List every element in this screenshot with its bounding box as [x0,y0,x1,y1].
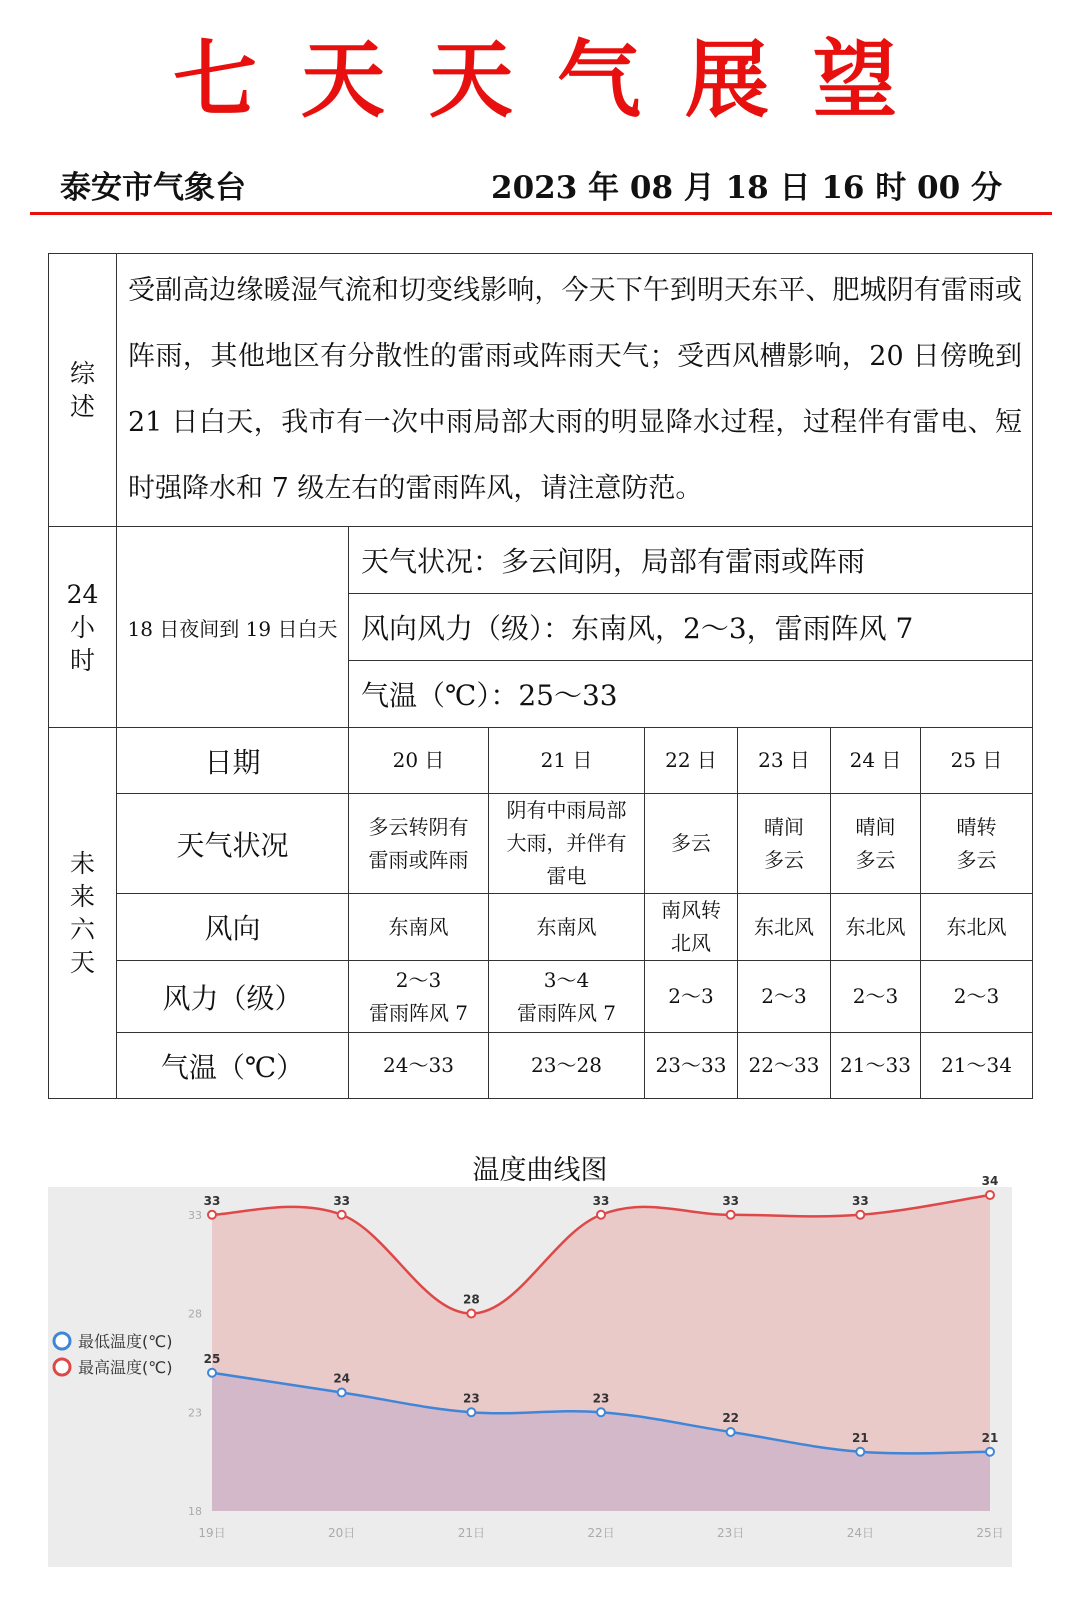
x-tick-label: 22日 [587,1526,615,1540]
data-point [986,1448,994,1456]
six-day-label-char: 来 [69,882,95,911]
day-wind-dir-line: 东北风 [946,914,1007,939]
x-tick-label: 19日 [198,1526,226,1540]
day-weather-line: 晴间 [855,814,896,839]
day-wind-dir [349,894,489,961]
data-label: 34 [981,1174,999,1188]
data-point [856,1211,864,1219]
day-weather-line: 阴有中雨局部 [506,798,627,822]
data-label: 21 [851,1430,869,1445]
day-wind-force [738,961,831,1033]
six-day-row-wind-dir [49,894,1033,961]
chart-title: 温度曲线图 [472,1155,608,1186]
h24-weather: 天气状况：多云间阴，局部有雷雨或阵雨 [349,527,1033,594]
day-weather-line: 雷电 [546,864,587,888]
day-wind-dir [489,894,645,961]
legend-marker [54,1359,70,1375]
day-weather [349,794,489,894]
data-label: 28 [462,1292,480,1307]
temperature-chart [48,1174,1012,1579]
x-tick-label: 23日 [717,1526,745,1540]
day-wind-force-line: 2～3 [668,984,714,1008]
x-tick-label: 20日 [328,1526,356,1540]
data-point [338,1389,346,1397]
day-wind-dir [831,894,921,961]
legend-marker [54,1333,70,1349]
x-tick-label: 25日 [976,1526,1004,1540]
day-weather-line: 多云 [956,847,997,872]
data-label: 33 [592,1193,610,1208]
day-wind-dir-line: 东南风 [536,914,597,939]
day-wind-force [645,961,738,1033]
data-label: 23 [592,1391,610,1406]
data-label: 22 [722,1411,740,1425]
h24-wind: 风向风力（级）：东南风，2～3，雷雨阵风 7 [349,594,1033,661]
data-point [986,1191,994,1199]
data-point [467,1408,475,1416]
six-day-row-weather [49,794,1033,894]
day-wind-force-line: 3～4 [543,967,590,992]
header-divider [30,212,1052,215]
day-weather-line: 多云 [671,831,711,855]
six-day-label [49,728,117,1099]
day-date: 24 日 [831,728,921,794]
data-point [727,1428,735,1436]
issuing-station: 泰安市气象台 [60,170,246,206]
data-point [856,1448,864,1456]
day-weather-line: 晴转 [956,814,997,839]
day-temp: 24～33 [349,1033,489,1099]
row-head-wind-force: 风力（级） [117,961,349,1033]
h24-label-char: 24 [66,579,99,609]
day-wind-dir [645,894,738,961]
legend-label: 最低温度(℃) [78,1332,173,1351]
data-point [727,1211,735,1219]
day-date: 20 日 [349,728,489,794]
data-label: 24 [333,1371,351,1386]
summary-label [49,254,117,527]
row-head-date: 日期 [117,728,349,794]
day-weather [831,794,921,894]
h24-row-weather [49,527,1033,594]
data-point [467,1310,475,1318]
data-label: 23 [462,1391,480,1406]
data-label: 33 [851,1193,869,1208]
day-wind-dir [738,894,831,961]
summary-label-char: 综 [69,359,95,388]
day-wind-dir-line: 南风转 [661,898,721,922]
day-temp: 21～34 [921,1033,1033,1099]
day-wind-force-line: 雷雨阵风 7 [516,1000,617,1025]
row-head-wind-dir: 风向 [117,894,349,961]
data-label: 33 [722,1193,740,1208]
day-date: 23 日 [738,728,831,794]
row-head-weather: 天气状况 [117,794,349,894]
day-wind-force [349,961,489,1033]
day-temp: 23～28 [489,1033,645,1099]
day-wind-dir-line: 东北风 [754,914,814,939]
six-day-label-char: 天 [69,948,95,977]
day-date: 25 日 [921,728,1033,794]
day-temp: 22～33 [738,1033,831,1099]
forecast-table [48,253,1033,1099]
page-title: 七天天气展望 [172,30,941,129]
day-wind-dir-line: 北风 [671,931,711,955]
data-label: 21 [981,1430,999,1445]
day-wind-force [831,961,921,1033]
x-tick-label: 24日 [846,1526,874,1540]
day-weather [645,794,738,894]
day-wind-dir-line: 东北风 [845,914,906,939]
h24-temp: 气温（℃）：25～33 [349,661,1033,728]
day-wind-force-line: 2～3 [852,984,899,1008]
six-day-row-temp [49,1033,1033,1099]
day-weather [921,794,1033,894]
day-wind-force [921,961,1033,1033]
data-point [597,1211,605,1219]
data-label: 25 [203,1351,221,1366]
six-day-row-date [49,728,1033,794]
day-wind-force-line: 2～3 [395,967,442,992]
day-wind-force-line: 2～3 [953,984,1000,1008]
data-point [208,1211,216,1219]
six-day-label-char: 六 [69,915,95,944]
six-day-label-char: 未 [69,849,95,878]
day-weather-line: 多云转阴有 [368,814,469,839]
data-label: 33 [203,1193,221,1208]
day-temp: 23～33 [645,1033,738,1099]
h24-label-char: 时 [69,645,95,675]
summary-text: 受副高边缘暖湿气流和切变线影响，今天下午到明天东平、肥城阴有雷雨或阵雨，其他地区有分散性的雷雨或阵雨天气；受西风槽影响，20 日傍晚到 21 日白天，我市有一次中雨局部大雨的明显降水过程，过程伴有雷电、短时强降水和 7 级左右的雷雨阵风，请注意防范。 [117,254,1033,527]
day-date: 22 日 [645,728,738,794]
x-tick-label: 21日 [457,1526,485,1540]
day-wind-force-line: 2～3 [761,984,807,1008]
day-wind-dir-line: 东南风 [388,914,449,939]
day-date: 21 日 [489,728,645,794]
data-point [597,1408,605,1416]
summary-label-char: 述 [69,392,95,421]
day-wind-dir [921,894,1033,961]
summary-row [49,254,1033,527]
y-tick-label: 33 [188,1208,202,1222]
day-weather-line: 晴间 [764,814,804,839]
six-day-row-wind-force [49,961,1033,1033]
day-weather-line: 多云 [855,847,896,872]
data-point [208,1369,216,1377]
y-tick-label: 23 [188,1406,202,1420]
day-weather-line: 大雨，并伴有 [506,831,627,855]
day-wind-force-line: 雷雨阵风 7 [368,1000,469,1025]
day-weather-line: 雷雨或阵雨 [368,847,469,872]
h24-period: 18 日夜间到 19 日白天 [117,527,349,728]
row-head-temp: 气温（℃） [117,1033,349,1099]
legend-label: 最高温度(℃) [78,1358,173,1377]
day-temp: 21～33 [831,1033,921,1099]
y-tick-label: 28 [188,1307,202,1321]
day-wind-force [489,961,645,1033]
day-weather [489,794,645,894]
day-weather-line: 多云 [764,847,804,872]
h24-label-char: 小 [69,612,95,642]
h24-label [49,527,117,728]
y-tick-label: 18 [188,1505,202,1518]
issue-time: 2023 年 08 月 18 日 16 时 00 分 [491,170,1002,206]
data-point [338,1211,346,1219]
day-weather [738,794,831,894]
data-label: 33 [333,1193,351,1208]
